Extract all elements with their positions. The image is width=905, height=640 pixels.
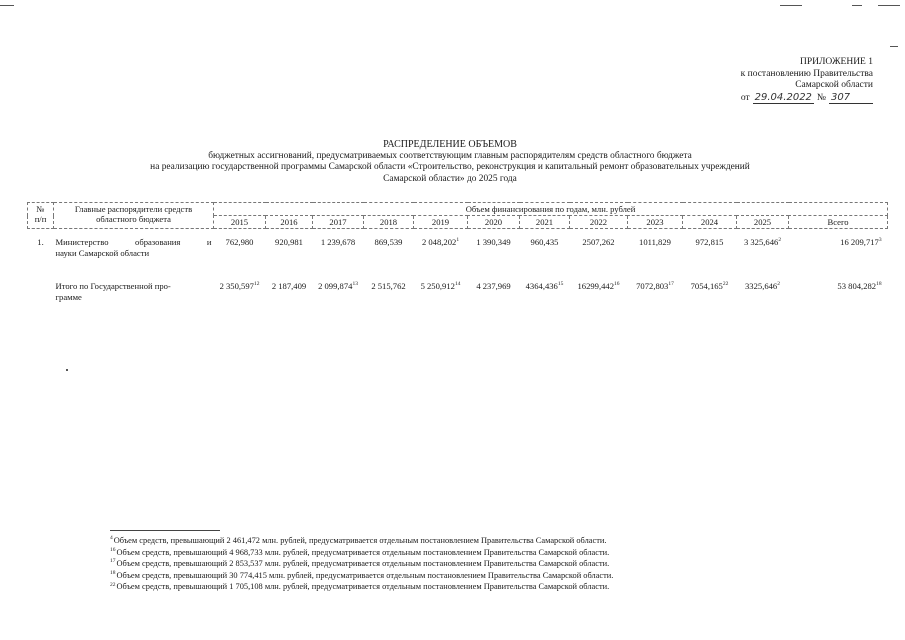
footnote-text: Объем средств, превышающий 30 774,415 млн. рублей, предусматривается отдельным постановлением Правительства Самарской области.	[116, 570, 614, 580]
cell-footnote-ref: 3	[878, 237, 882, 244]
cell-value: 16299,442	[577, 280, 615, 291]
footnote	[110, 535, 613, 547]
year-value-cell	[628, 273, 683, 303]
row-name-line-1: Итого по Государственной про-	[55, 280, 171, 291]
header-year: 2015	[214, 216, 266, 229]
row-name-line-2: науки Самарской области	[55, 248, 150, 258]
cell-value: 3 325,646	[743, 237, 779, 247]
order-number: 307	[829, 92, 873, 105]
row-distributor-name	[54, 229, 214, 273]
cell-value: 2 099,874	[318, 280, 353, 291]
year-value-cell	[266, 273, 313, 303]
title-heading: РАСПРЕДЕЛЕНИЕ ОБЪЕМОВ	[383, 139, 517, 150]
header-number	[28, 203, 54, 229]
cell-footnote-ref: 17	[668, 280, 674, 287]
document-title	[90, 139, 810, 185]
header-total: Всего	[789, 216, 888, 229]
order-reference	[693, 92, 873, 105]
cell-value: 3325,646	[745, 280, 778, 291]
table-row	[28, 273, 888, 303]
year-value-cell	[737, 229, 789, 273]
cell-value: 4 237,969	[476, 280, 511, 291]
scan-mark-right-3	[878, 5, 900, 6]
row-number: 1.	[37, 237, 44, 247]
header-year: 2020	[468, 216, 520, 229]
header-distributor-line-2: областного бюджета	[96, 214, 171, 224]
cell-value: 4364,436	[525, 280, 558, 291]
appendix-block	[693, 57, 873, 104]
cell-value: 7072,803	[636, 280, 669, 291]
scan-mark-right-4	[890, 46, 898, 47]
cell-footnote-ref: 1	[456, 237, 460, 244]
cell-footnote-ref: 22	[722, 280, 729, 287]
cell-footnote-ref: 16	[614, 280, 620, 287]
header-year: 2021	[520, 216, 570, 229]
year-value-cell	[313, 229, 364, 273]
year-value-cell	[364, 273, 414, 303]
year-value-cell	[414, 273, 468, 303]
header-distributor	[54, 203, 214, 229]
header-number-symbol: №	[36, 204, 45, 214]
cell-value: 1 390,349	[476, 237, 511, 247]
year-value-cell	[313, 273, 364, 303]
header-year: 2024	[683, 216, 737, 229]
footnote	[110, 581, 613, 593]
footnote-marker: 4	[110, 535, 113, 542]
budget-table	[27, 202, 888, 303]
footnote-marker: 16	[110, 546, 116, 553]
appendix-line-2: к постановлению Правительства	[740, 68, 873, 79]
cell-footnote-ref: 18	[876, 280, 882, 287]
year-value-cell	[468, 273, 520, 303]
total-value-cell	[789, 273, 888, 303]
row-number	[28, 273, 54, 303]
cell-value: 972,815	[695, 237, 724, 247]
year-value-cell	[364, 229, 414, 273]
scan-mark-right-2	[852, 5, 862, 6]
header-year: 2019	[414, 216, 468, 229]
year-value-cell	[266, 229, 313, 273]
title-line-4: Самарской области» до 2025 года	[383, 173, 517, 184]
row-name-line-1: Министерство образования и	[55, 237, 212, 247]
year-value-cell	[570, 229, 628, 273]
cell-value: 53 804,282	[837, 280, 877, 291]
year-value-cell	[214, 273, 266, 303]
footnote	[110, 547, 613, 559]
cell-footnote-ref: 14	[454, 280, 461, 287]
header-year: 2025	[737, 216, 789, 229]
cell-value: 869,539	[374, 237, 403, 247]
year-value-cell	[628, 229, 683, 273]
title-line-2: бюджетных ассигнований, предусматриваемых соответствующим главным распорядителям средств областного бюджета	[208, 150, 692, 161]
appendix-line-3: Самарской области	[795, 80, 873, 90]
header-year: 2016	[266, 216, 313, 229]
footnote-text: Объем средств, превышающий 2 853,537 млн. рублей, предусматривается отдельным постановлением Правительства Самарской области.	[116, 559, 610, 569]
cell-value: 2 350,597	[219, 280, 254, 291]
cell-value: 7054,165	[690, 280, 723, 291]
total-value-cell	[789, 229, 888, 273]
cell-value: 960,435	[530, 237, 559, 247]
header-distributor-line-1: Главные распорядители средств	[74, 204, 193, 214]
cell-value: 762,980	[225, 237, 254, 247]
footnote-text: Объем средств, превышающий 4 968,733 млн. рублей, предусматривается отдельным постановлением Правительства Самарской области.	[116, 547, 610, 557]
appendix-title: ПРИЛОЖЕНИЕ 1	[799, 57, 873, 67]
scan-mark-left	[0, 5, 14, 6]
cell-value: 2 515,762	[371, 280, 406, 291]
cell-value: 920,981	[275, 237, 303, 247]
cell-value: 2507,262	[582, 237, 615, 247]
year-value-cell	[468, 229, 520, 273]
table-row	[28, 229, 888, 273]
year-value-cell	[683, 229, 737, 273]
footnote-marker: 18	[110, 569, 116, 576]
cell-footnote-ref: 15	[557, 280, 564, 287]
footnote-separator	[110, 530, 220, 531]
cell-value: 2 187,409	[271, 280, 307, 291]
cell-value: 2 048,202	[421, 237, 457, 247]
footnote	[110, 570, 613, 582]
year-value-cell	[520, 273, 570, 303]
row-name-line-2: грамме	[55, 291, 82, 302]
header-year: 2018	[364, 216, 414, 229]
year-value-cell	[570, 273, 628, 303]
header-year: 2017	[313, 216, 364, 229]
cell-value: 5 250,912	[420, 280, 455, 291]
footnotes	[110, 535, 613, 593]
date-prefix: от	[740, 92, 750, 103]
title-line-3: на реализацию государственной программы Самарской области «Строительство, реконструкция и капитальный ремонт образовательных учреждений	[150, 162, 750, 173]
year-value-cell	[683, 273, 737, 303]
cell-value: 16 209,717	[840, 237, 879, 247]
cell-footnote-ref: 2	[777, 280, 780, 287]
order-date: 29.04.2022	[754, 91, 812, 103]
cell-value: 1 239,678	[320, 237, 356, 247]
year-value-cell	[737, 273, 789, 303]
year-value-cell	[414, 229, 468, 273]
header-year: 2022	[570, 216, 628, 229]
cell-footnote-ref: 12	[253, 280, 260, 287]
stray-dot	[66, 369, 68, 371]
header-year: 2023	[628, 216, 683, 229]
footnote	[110, 558, 613, 570]
footnote-text: Объем средств, превышающий 2 461,472 млн. рублей, предусматривается отдельным постановлением Правительства Самарской области.	[113, 536, 607, 545]
header-row-1	[28, 203, 888, 216]
footnote-marker: 17	[110, 558, 116, 565]
year-value-cell	[520, 229, 570, 273]
footnote-text: Объем средств, превышающий 1 705,108 млн. рублей, предусматривается отдельным постановлением Правительства Самарской области.	[116, 582, 610, 592]
scan-mark-right-1	[780, 5, 802, 6]
cell-footnote-ref: 2	[778, 237, 782, 244]
row-distributor-name	[54, 273, 214, 303]
header-number-label: п/п	[34, 214, 47, 224]
cell-value: 1011,829	[639, 237, 671, 247]
number-prefix: №	[816, 92, 826, 103]
cell-footnote-ref: 13	[352, 280, 358, 287]
header-funding-group: Объем финансирования по годам, млн. рублей	[214, 203, 888, 216]
year-value-cell	[214, 229, 266, 273]
footnote-marker: 22	[110, 581, 116, 588]
